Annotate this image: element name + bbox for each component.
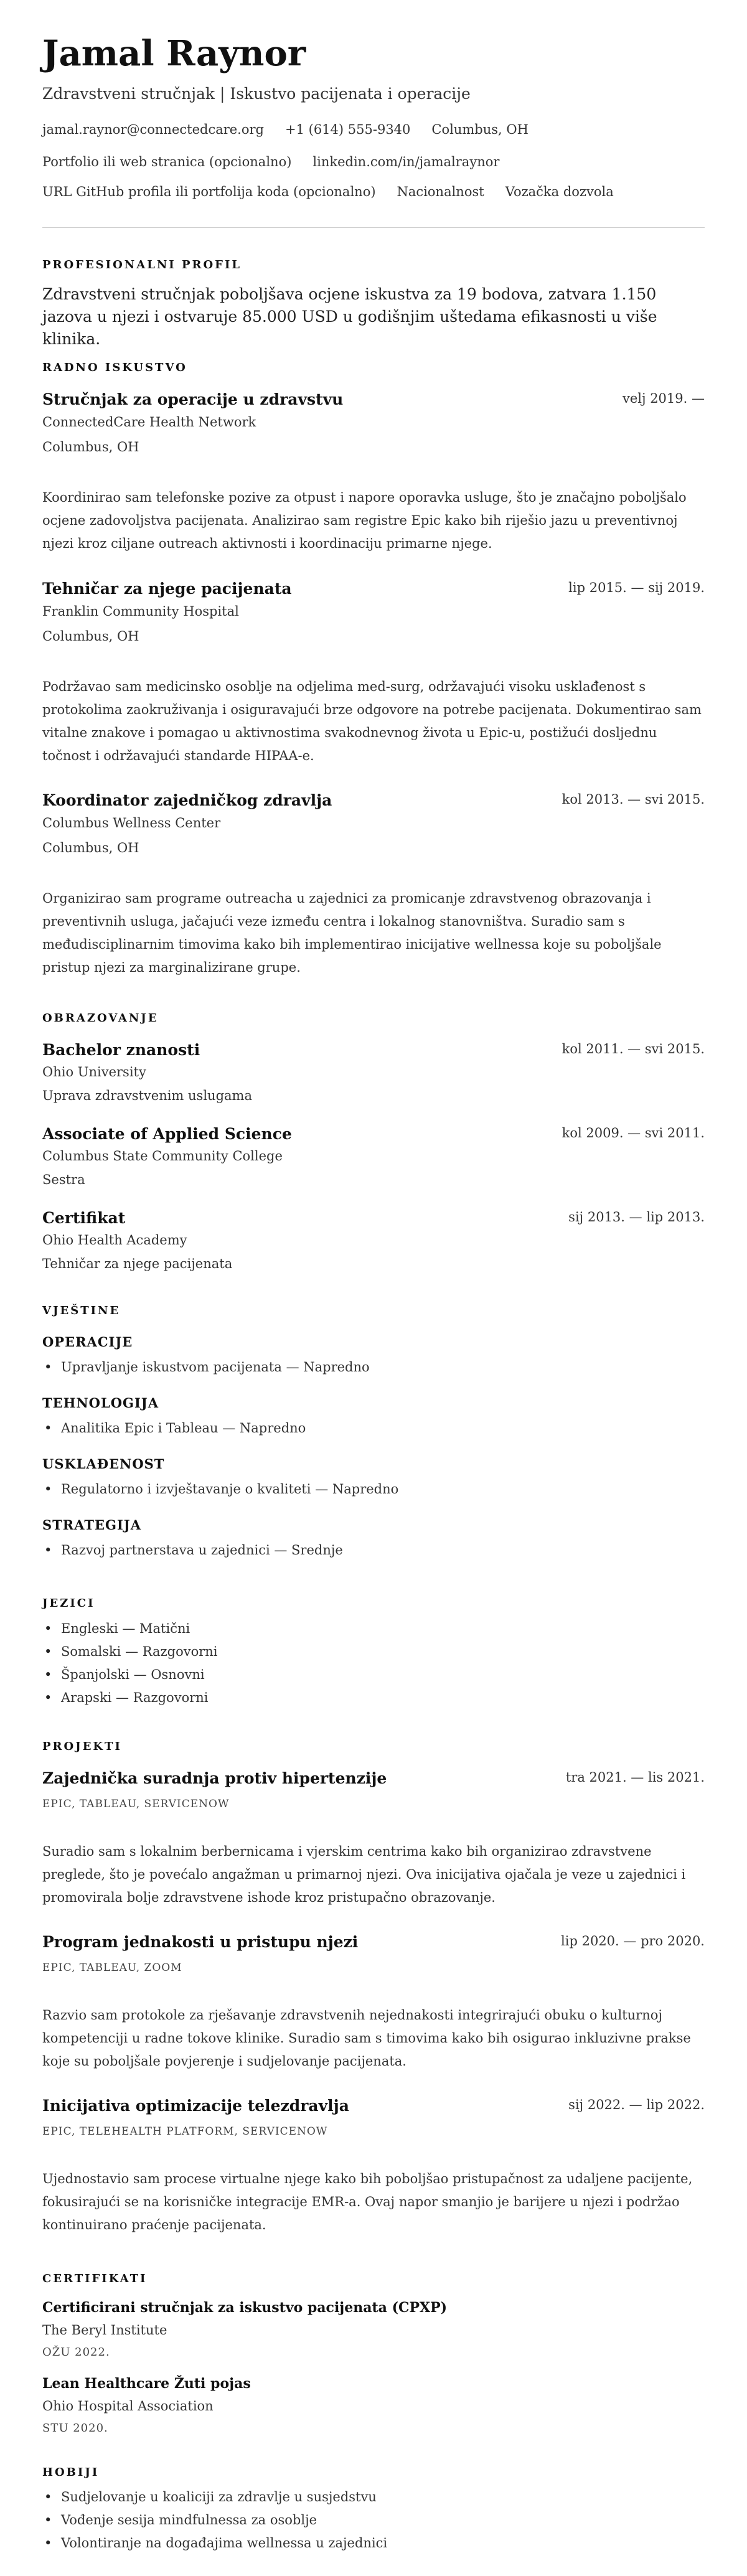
job-dates: lip 2015. — sij 2019.	[568, 580, 705, 595]
email-link[interactable]: jamal.raynor@connectedcare.org	[42, 122, 264, 137]
degree-title: Associate of Applied Science	[42, 1125, 292, 1143]
degree-dates: kol 2009. — svi 2011.	[561, 1126, 705, 1140]
certificate-date: OŽU 2022.	[42, 2346, 110, 2359]
skill-list	[42, 1478, 398, 1501]
language-item: • Somalski — Razgovorni	[42, 1640, 218, 1663]
certificate-name: Certificirani stručnjak za iskustvo pacijenata (CPXP)	[42, 2300, 448, 2316]
section-title-experience: RADNO ISKUSTVO	[42, 361, 187, 374]
hobby-list	[42, 2486, 387, 2555]
project-dates: sij 2022. — lip 2022.	[568, 2097, 705, 2112]
section-title-languages: JEZICI	[42, 1597, 95, 1610]
job-title: Stručnjak za operacije u zdravstvu	[42, 390, 344, 408]
project-description: Razvio sam protokole za rješavanje zdravstvenih nejednakosti integrirajući obuku o kulturnoj kompetenciji u radne tokove klinike. Suradio sam s timovima kako bih osigurao inkluzivne prakse koje su poboljšale povjerenje i sudjelovanje pacijenata.	[42, 2008, 691, 2069]
degree-field: Uprava zdravstvenim uslugama	[42, 1088, 252, 1103]
section-title-hobbies: HOBIJI	[42, 2466, 100, 2479]
certificate-date: STU 2020.	[42, 2422, 108, 2435]
job-location: Columbus, OH	[42, 629, 139, 644]
skill-group-title: STRATEGIJA	[42, 1517, 142, 1533]
skill-group-title: OPERACIJE	[42, 1334, 133, 1350]
section-title-projects: PROJEKTI	[42, 1740, 122, 1753]
job-dates: velj 2019. —	[622, 391, 705, 406]
certificate-issuer: The Beryl Institute	[42, 2323, 167, 2338]
language-list	[42, 1617, 218, 1709]
project-description: Suradio sam s lokalnim berbernicama i vjerskim centrima kako bih organizirao zdravstvene preglede, što je povećalo angažman u primarnoj njezi. Ova inicijativa ojačala je veze u zajednici i promovirala bolje zdravstvene ishode kroz pristupačno obrazovanje.	[42, 1844, 686, 1905]
language-item: • Engleski — Matični	[42, 1617, 218, 1640]
project-dates: tra 2021. — lis 2021.	[565, 1770, 705, 1785]
degree-dates: sij 2013. — lip 2013.	[568, 1210, 705, 1225]
degree-title: Bachelor znanosti	[42, 1041, 200, 1059]
contact-row-2	[42, 154, 520, 169]
skill-item: • Regulatorno i izvještavanje o kvaliteti — Napredno	[42, 1478, 398, 1501]
profile-summary: Zdravstveni stručnjak poboljšava ocjene iskustva za 19 bodova, zatvara 1.150 jazova u njezi i ostvaruje 85.000 USD u godišnjim uštedama efikasnosti u više klinika.	[42, 285, 657, 348]
degree-dates: kol 2011. — svi 2015.	[561, 1041, 705, 1056]
certificate-name: Lean Healthcare Žuti pojas	[42, 2376, 251, 2392]
degree-title: Certifikat	[42, 1209, 126, 1227]
job-dates: kol 2013. — svi 2015.	[561, 792, 705, 807]
job-company: Columbus Wellness Center	[42, 816, 221, 830]
job-description: Koordinirao sam telefonske pozive za otpust i napore oporavka usluge, što je značajno poboljšalo ocjene zadovoljstva pacijenata. Analizirao sam registre Epic kako bih riješio jazu u preventivnoj njezi kroz ciljane outreach aktivnosti i koordinaciju primarne njege.	[42, 490, 687, 551]
project-description: Ujednostavio sam procese virtualne njege kako bih poboljšao pristupačnost za udaljene pacijente, fokusirajući se na korisničke integracije EMR-a. Ovaj napor smanjio je barijere u njezi i podržao kontinuirano praćenje pacijenata.	[42, 2171, 693, 2232]
hobby-item: • Volontiranje na događajima wellnessa u zajednici	[42, 2532, 387, 2555]
nationality: Nacionalnost	[397, 184, 484, 199]
portfolio-link[interactable]: Portfolio ili web stranica (opcionalno)	[42, 154, 292, 169]
certificate-issuer: Ohio Hospital Association	[42, 2399, 214, 2414]
project-tech: EPIC, TABLEAU, ZOOM	[42, 1962, 182, 1974]
section-title-skills: VJEŠTINE	[42, 1304, 121, 1317]
skill-list	[42, 1356, 370, 1379]
job-description: Podržavao sam medicinsko osoblje na odjelima med-surg, održavajući visoku usklađenost s protokolima zaokruživanja i osiguravajući brze odgovore na potrebe pacijenata. Dokumentirao sam vitalne znakove i pomagao u aktivnostima svakodnevnog života u Epic-u, postižući dosljednu točnost i održavajući standarde HIPAA-e.	[42, 679, 702, 763]
skill-item: • Upravljanje iskustvom pacijenata — Napredno	[42, 1356, 370, 1379]
degree-field: Tehničar za njege pacijenata	[42, 1256, 233, 1271]
job-location: Columbus, OH	[42, 440, 139, 454]
language-item: • Španjolski — Osnovni	[42, 1663, 218, 1686]
job-company: Franklin Community Hospital	[42, 604, 239, 619]
github-link[interactable]: URL GitHub profila ili portfolija koda (opcionalno)	[42, 184, 376, 199]
project-title: Zajednička suradnja protiv hipertenzije	[42, 1769, 387, 1787]
skill-item: • Razvoj partnerstava u zajednici — Srednje	[42, 1539, 343, 1562]
project-tech: EPIC, TELEHEALTH PLATFORM, SERVICENOW	[42, 2125, 328, 2138]
section-title-certificates: CERTIFIKATI	[42, 2272, 148, 2285]
hobby-item: • Vođenje sesija mindfulnessa za osoblje	[42, 2509, 387, 2532]
skill-item: • Analitika Epic i Tableau — Napredno	[42, 1417, 306, 1440]
project-dates: lip 2020. — pro 2020.	[561, 1934, 705, 1948]
section-title-profile: PROFESIONALNI PROFIL	[42, 258, 242, 271]
hobby-item: • Sudjelovanje u koaliciji za zdravlje u susjedstvu	[42, 2486, 387, 2509]
degree-field: Sestra	[42, 1172, 85, 1187]
school-name: Ohio University	[42, 1065, 146, 1079]
candidate-name: Jamal Raynor	[42, 33, 306, 74]
contact-row-1	[42, 122, 550, 137]
project-title: Program jednakosti u pristupu njezi	[42, 1933, 359, 1951]
location: Columbus, OH	[431, 122, 529, 137]
candidate-tagline: Zdravstveni stručnjak | Iskustvo pacijenata i operacije	[42, 85, 471, 103]
job-description: Organizirao sam programe outreacha u zajednici za promicanje zdravstvenog obrazovanja i preventivnih usluga, jačajući veze između centra i lokalnog stanovništva. Suradio sam s međudisciplinarnim timovima kako bih implementirao inicijative wellnessa koje su poboljšale pristup njezi za marginalizirane grupe.	[42, 891, 662, 975]
school-name: Ohio Health Academy	[42, 1233, 187, 1248]
drivers-license: Vozačka dozvola	[505, 184, 614, 199]
language-item: • Arapski — Razgovorni	[42, 1686, 218, 1709]
skill-list	[42, 1417, 306, 1440]
skill-list	[42, 1539, 343, 1562]
project-title: Inicijativa optimizacije telezdravlja	[42, 2097, 349, 2115]
school-name: Columbus State Community College	[42, 1149, 283, 1163]
contact-row-3	[42, 184, 635, 199]
project-tech: EPIC, TABLEAU, SERVICENOW	[42, 1798, 230, 1810]
header-divider	[42, 227, 705, 228]
phone-number: +1 (614) 555-9340	[285, 122, 411, 137]
skill-group-title: TEHNOLOGIJA	[42, 1395, 159, 1411]
job-company: ConnectedCare Health Network	[42, 415, 256, 430]
skill-group-title: USKLAĐENOST	[42, 1456, 165, 1472]
job-location: Columbus, OH	[42, 840, 139, 855]
job-title: Koordinator zajedničkog zdravlja	[42, 791, 332, 809]
linkedin-link[interactable]: linkedin.com/in/jamalraynor	[312, 154, 500, 169]
job-title: Tehničar za njege pacijenata	[42, 580, 292, 598]
section-title-education: OBRAZOVANJE	[42, 1012, 159, 1025]
